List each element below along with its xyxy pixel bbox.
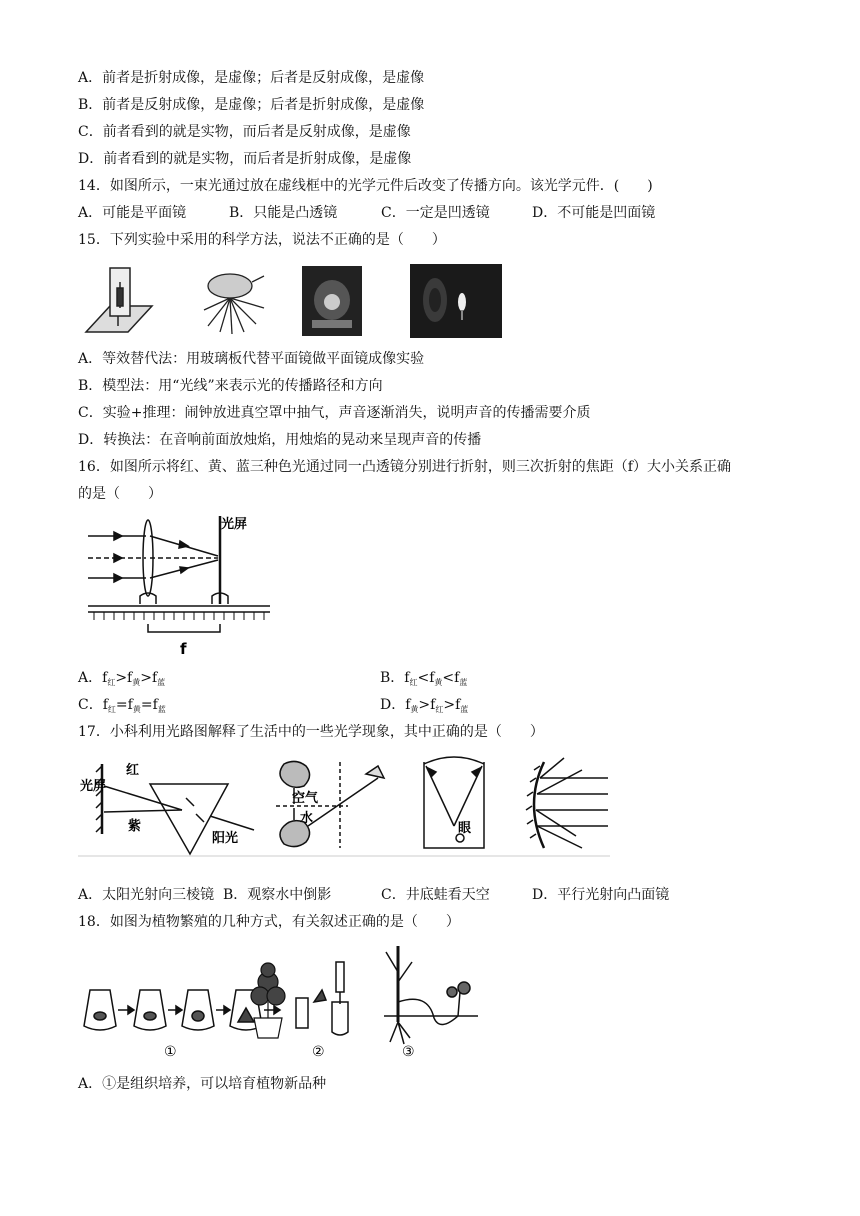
q15-option-c: C．实验+推理：闹钟放进真空罩中抽气，声音逐渐消失，说明声音的传播需要介质 <box>78 405 591 421</box>
prism-sun-label: 阳光 <box>212 831 239 846</box>
frog-well-diagram <box>424 757 484 848</box>
water-label: 水 <box>300 811 314 826</box>
q15-option-a: A．等效替代法：用玻璃板代替平面镜做平面镜成像实验 <box>78 351 425 367</box>
grafting-diagram <box>296 962 348 1035</box>
q15-option-b: B．模型法：用“光线”来表示光的传播路径和方向 <box>78 378 383 394</box>
q17-stem: 17．小科利用光路图解释了生活中的一些光学现象，其中正确的是（ ） <box>78 724 544 740</box>
q16-option-a: A．$f_红>f_黄>f_蓝$ <box>78 670 166 687</box>
q14-options <box>78 203 778 223</box>
q17-option-b: B．观察水中倒影 <box>223 887 332 903</box>
figure-label-3: ③ <box>402 1044 415 1060</box>
q17-option-d: D．平行光射向凸面镜 <box>532 887 670 903</box>
q15-stem: 15．下列实验中采用的科学方法，说法不正确的是（ ） <box>78 232 446 248</box>
q14-option-b: B．只能是凸透镜 <box>229 205 338 221</box>
screen-label: 光屏 <box>221 517 248 532</box>
q15-option-d: D．转换法：在音响前面放烛焰，用烛焰的晃动来呈现声音的传播 <box>78 432 482 448</box>
glass-plate-experiment-image <box>86 268 152 332</box>
prism-red-label: 红 <box>126 763 140 778</box>
q18-option-a: A．①是组织培养，可以培育植物新品种 <box>78 1076 327 1092</box>
q14-option-c: C．一定是凹透镜 <box>381 205 490 221</box>
q13-option-c: C．前者看到的就是实物，而后者是反射成像，是虚像 <box>78 124 411 140</box>
q16-option-c: C．$f_红=f_黄=f_蓝$ <box>78 697 166 714</box>
q16-stem-line-1: 16．如图所示将红、黄、蓝三种色光通过同一凸透镜分别进行折射，则三次折射的焦距（f）大小关系正确 <box>78 459 731 475</box>
eye-label: 眼 <box>458 821 472 836</box>
light-ray-model-image <box>204 274 264 334</box>
q17-options <box>78 885 778 905</box>
focal-length-label: f <box>180 640 187 658</box>
q17-option-a: A．太阳光射向三棱镜 <box>78 887 215 903</box>
q18-stem: 18．如图为植物繁殖的几种方式，有关叙述正确的是（ ） <box>78 914 460 930</box>
q16-lens-figure <box>84 512 274 660</box>
q15-figure-row <box>80 262 510 340</box>
q13-option-d: D．前者看到的就是实物，而后者是折射成像，是虚像 <box>78 151 412 167</box>
q18-figure-row <box>78 942 498 1066</box>
q14-option-d: D．不可能是凹面镜 <box>532 205 656 221</box>
prism-violet-label: 紫 <box>128 819 142 834</box>
figure-label-2: ② <box>312 1044 325 1060</box>
q17-figure-row <box>78 756 610 858</box>
q16-stem-line-2: 的是（ ） <box>78 486 162 502</box>
layering-diagram <box>384 946 478 1044</box>
figure-label-1: ① <box>164 1044 177 1060</box>
q14-stem: 14．如图所示，一束光通过放在虚线框中的光学元件后改变了传播方向。该光学元件．( ) <box>78 178 653 194</box>
q14-option-a: A．可能是平面镜 <box>78 205 187 221</box>
q17-option-c: C．井底蛙看天空 <box>381 887 490 903</box>
q13-option-b: B．前者是反射成像，是虚像；后者是折射成像，是虚像 <box>78 97 425 113</box>
convex-mirror-diagram <box>526 758 608 848</box>
speaker-candle-photo-image <box>410 264 502 338</box>
q16-option-d: D．$f_黄>f_红>f_蓝$ <box>380 697 469 714</box>
air-label: 空气 <box>292 791 319 806</box>
prism-screen-label: 光屏 <box>80 779 107 794</box>
potted-plant-icon <box>251 963 285 1038</box>
bell-jar-photo-image <box>302 266 362 336</box>
q13-option-a: A．前者是折射成像，是虚像；后者是反射成像，是虚像 <box>78 70 425 86</box>
q16-option-b: B．$f_红<f_黄<f_蓝$ <box>380 670 468 687</box>
